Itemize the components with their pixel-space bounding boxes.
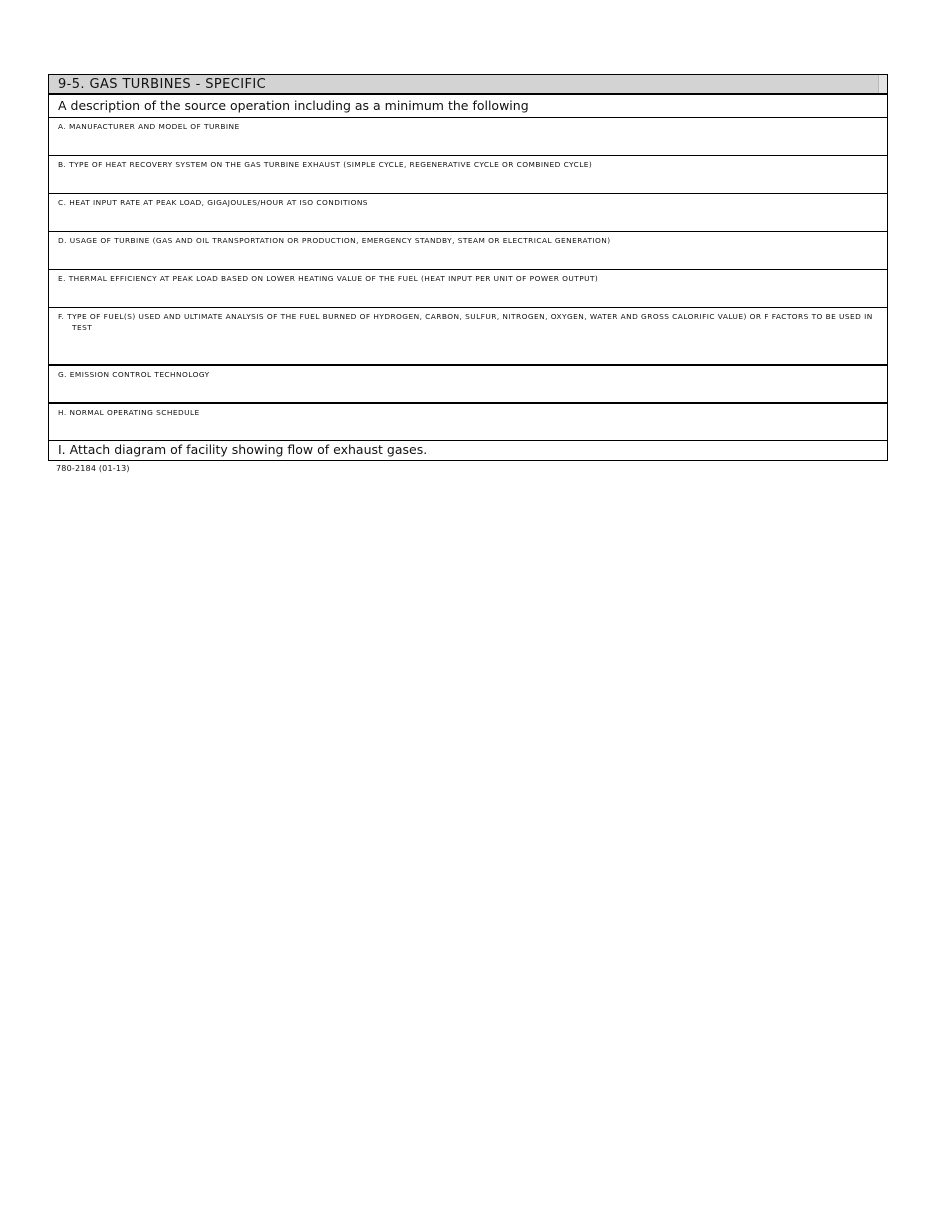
heat-input-rate-input[interactable] [58,214,878,228]
header-edge [878,75,887,93]
field-heat-input-rate[interactable] [49,194,887,232]
section-title: 9-5. GAS TURBINES - SPECIFIC [58,77,267,92]
form-number: 780-2184 (01-13) [56,464,130,473]
section-header [49,75,887,95]
heat-recovery-system-input[interactable] [58,176,878,190]
manufacturer-model-input[interactable] [58,138,878,152]
field-label: C. HEAT INPUT RATE AT PEAK LOAD, GIGAJOULES/HOUR AT ISO CONDITIONS [58,198,368,207]
field-label: D. USAGE OF TURBINE (GAS AND OIL TRANSPORTATION OR PRODUCTION, EMERGENCY STANDBY, STEAM OR ELECTRICAL GENERATION) [58,236,611,245]
field-usage-of-turbine[interactable] [49,232,887,270]
attach-diagram-note: I. Attach diagram of facility showing flow of exhaust gases. [58,442,428,457]
field-label: G. EMISSION CONTROL TECHNOLOGY [58,370,210,379]
operating-schedule-input[interactable] [58,423,878,437]
field-operating-schedule[interactable] [49,403,887,441]
usage-of-turbine-input[interactable] [58,252,878,266]
fuel-type-analysis-input[interactable] [58,337,878,361]
field-label: E. THERMAL EFFICIENCY AT PEAK LOAD BASED ON LOWER HEATING VALUE OF THE FUEL (HEAT INPUT PER UNIT OF POWER OUTPUT) [58,274,599,283]
field-manufacturer-model[interactable] [49,118,887,156]
field-emission-control[interactable] [49,365,887,403]
field-label: H. NORMAL OPERATING SCHEDULE [58,408,200,417]
field-thermal-efficiency[interactable] [49,270,887,308]
field-label: B. TYPE OF HEAT RECOVERY SYSTEM ON THE GAS TURBINE EXHAUST (SIMPLE CYCLE, REGENERATIVE CYCLE OR COMBINED CYCLE) [58,160,593,169]
section-intro: A description of the source operation including as a minimum the following [49,95,887,118]
field-label: F. TYPE OF FUEL(S) USED AND ULTIMATE ANALYSIS OF THE FUEL BURNED OF HYDROGEN, CARBON, SULFUR, NITROGEN, OXYGEN, WATER AND GROSS CALORIFIC VALUE) OR F FACTORS TO BE USED IN TEST [58,312,873,332]
field-heat-recovery-system[interactable] [49,156,887,194]
field-fuel-type-analysis[interactable] [49,308,887,365]
thermal-efficiency-input[interactable] [58,290,878,304]
field-label: A. MANUFACTURER AND MODEL OF TURBINE [58,122,240,131]
emission-control-input[interactable] [58,385,878,399]
gas-turbines-form [48,74,888,461]
